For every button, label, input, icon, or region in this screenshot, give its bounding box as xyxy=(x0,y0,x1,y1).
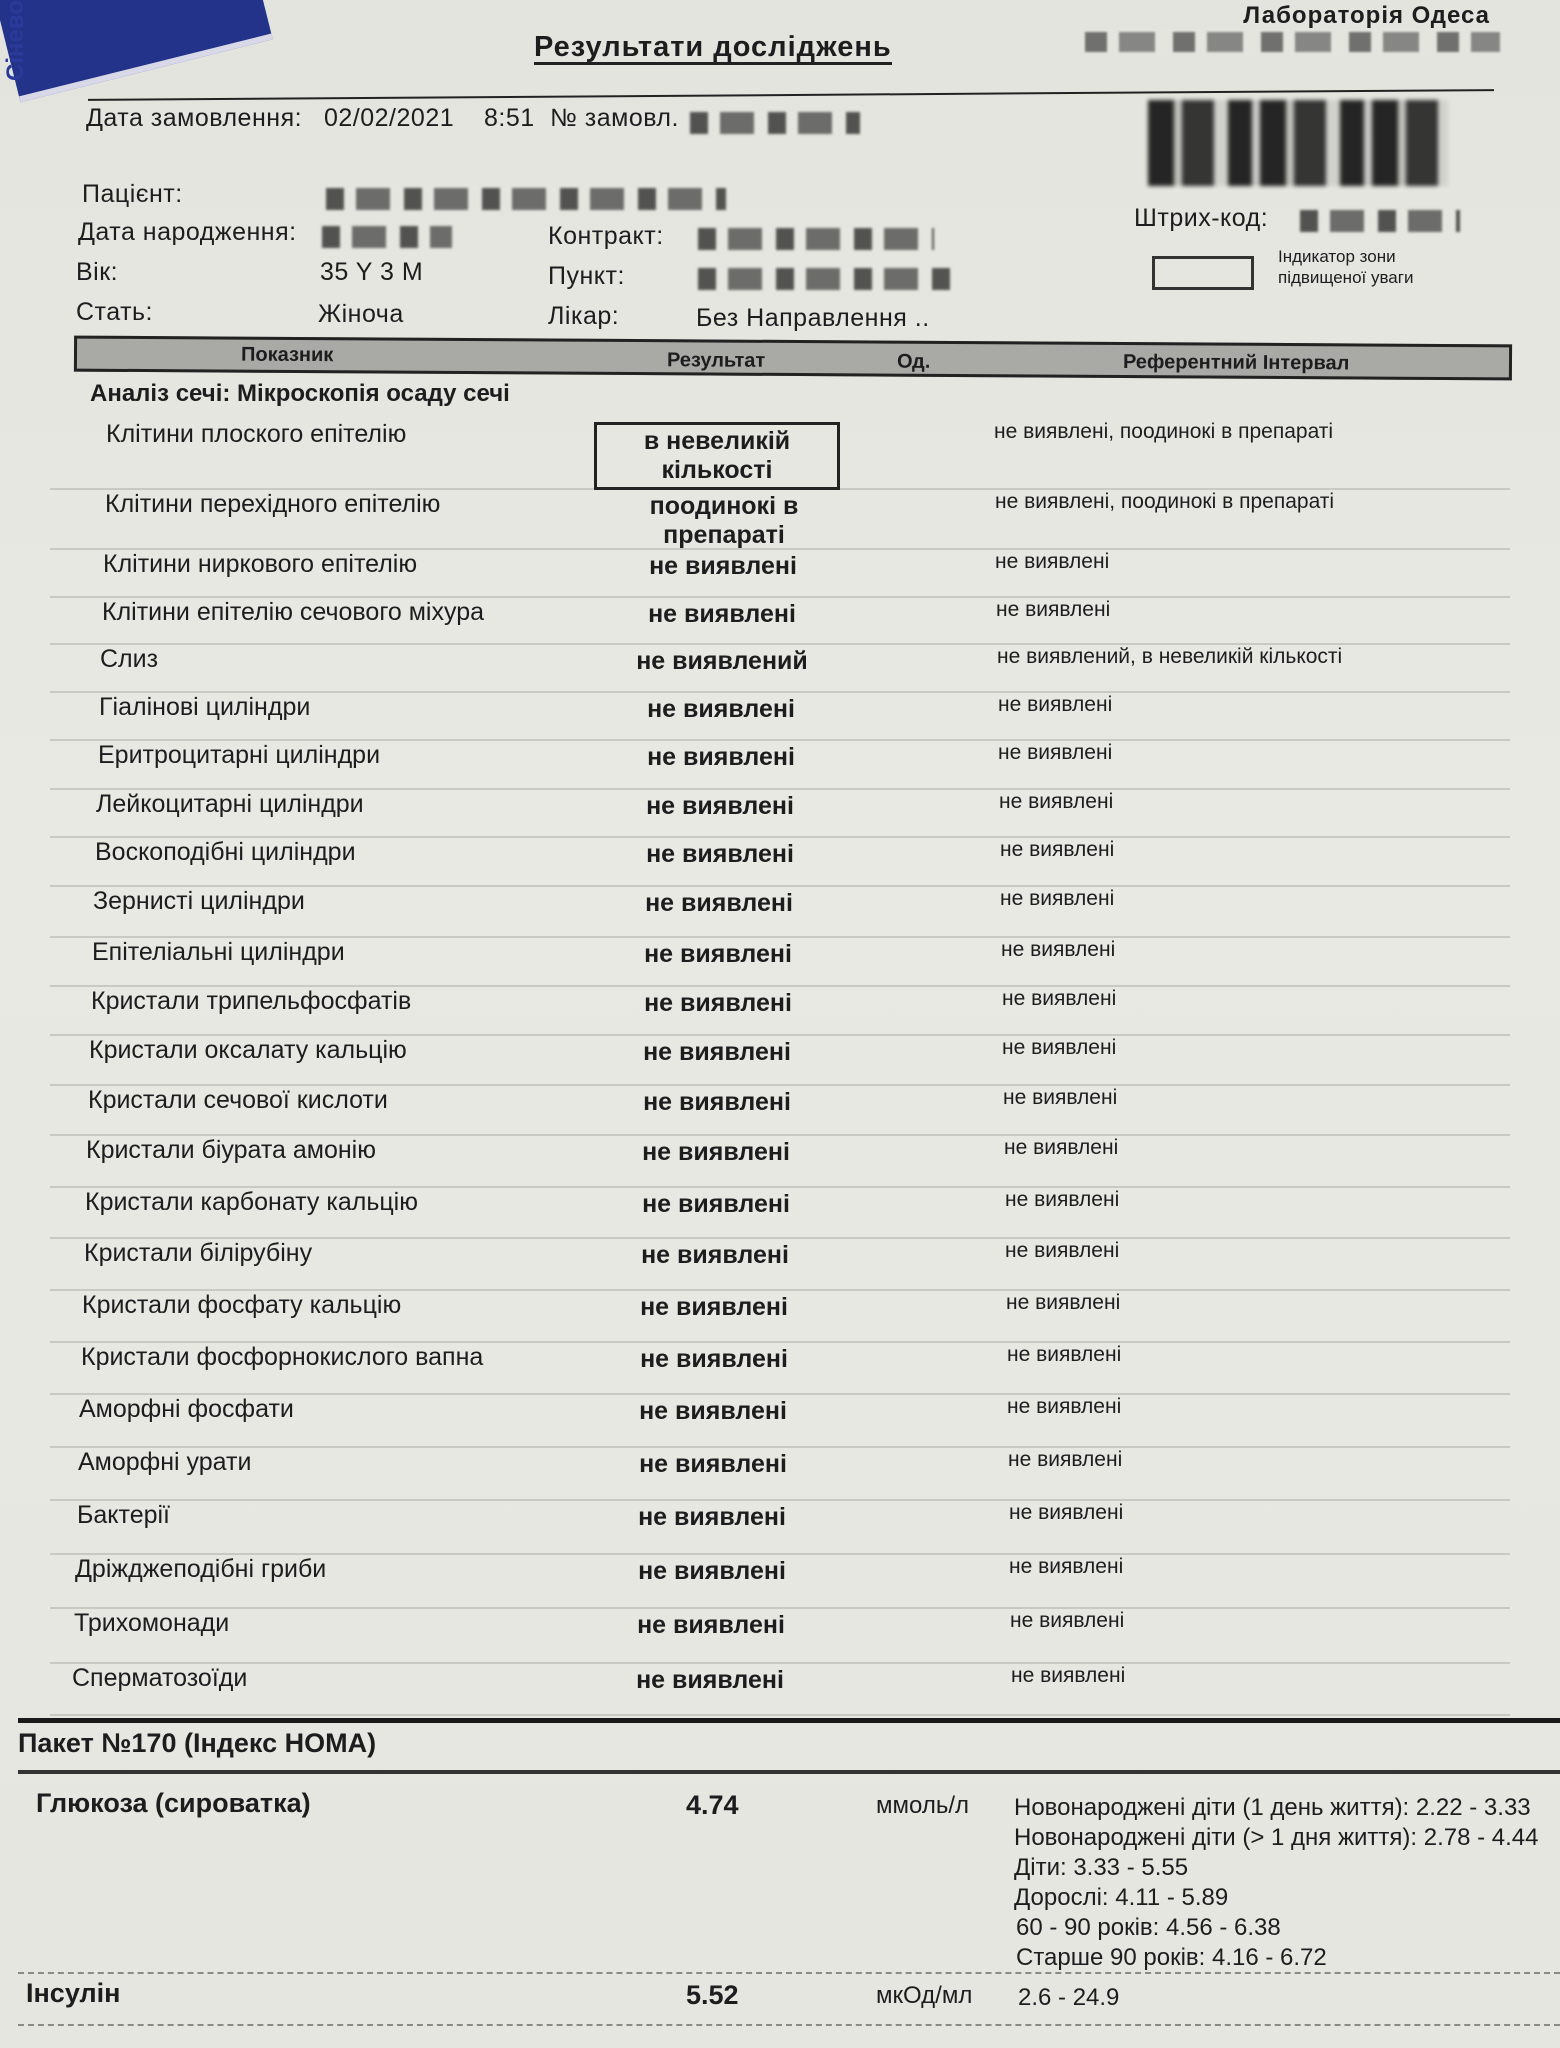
sex-label: Стать: xyxy=(76,298,153,326)
reference-interval: не виявлені xyxy=(1002,987,1117,1010)
glucose-ref-line: Старше 90 років: 4.16 - 6.72 xyxy=(1016,1944,1327,1971)
result-value: не виявлені xyxy=(636,1666,784,1694)
reference-interval: не виявлені xyxy=(1009,1555,1124,1578)
doctor-value: Без Направлення .. xyxy=(696,304,930,332)
redacted-dob xyxy=(322,226,452,248)
patient-label: Пацієнт: xyxy=(82,180,183,208)
table-row xyxy=(50,548,1510,598)
sex-value: Жіноча xyxy=(318,300,404,328)
table-row xyxy=(50,936,1510,987)
table-row xyxy=(50,1084,1510,1136)
indicator-name: Кристали фосфорнокислого вапна xyxy=(81,1343,484,1371)
glucose-ref-line: Діти: 3.33 - 5.55 xyxy=(1014,1854,1189,1881)
result-value: не виявлені xyxy=(639,1397,787,1425)
attention-indicator-label: Індикатор зони підвищеної уваги xyxy=(1278,247,1414,287)
reference-interval: не виявлені xyxy=(1005,1188,1120,1211)
indicator-name: Клітини ниркового епітелію xyxy=(103,550,418,578)
insulin-value: 5.52 xyxy=(686,1980,739,2010)
glucose-name: Глюкоза (сироватка) xyxy=(36,1788,311,1818)
result-value: не виявлені xyxy=(645,889,793,917)
table-row xyxy=(50,885,1510,938)
result-value: не виявлені xyxy=(643,1038,791,1066)
table-row xyxy=(50,739,1510,790)
glucose-value: 4.74 xyxy=(686,1790,739,1820)
indicator-name: Кристали оксалату кальцію xyxy=(89,1036,407,1064)
indicator-name: Сперматозоїди xyxy=(72,1664,248,1692)
reference-interval: не виявлені xyxy=(1005,1239,1120,1262)
table-row xyxy=(50,836,1510,887)
redacted-order-number xyxy=(690,112,860,134)
table-row xyxy=(50,418,1510,490)
glucose-ref-line: Новонароджені діти (1 день життя): 2.22 - 3.33 xyxy=(1014,1794,1531,1821)
insulin-divider xyxy=(18,2024,1560,2026)
doctor-label: Лікар: xyxy=(548,302,620,330)
reference-interval: не виявлені xyxy=(1000,887,1115,910)
reference-interval: не виявлені, поодинокі в препараті xyxy=(994,420,1334,443)
result-value: не виявлені xyxy=(644,940,792,968)
package-top-rule xyxy=(18,1718,1560,1723)
result-value: не виявлені xyxy=(642,1138,790,1166)
contract-label: Контракт: xyxy=(548,222,664,250)
reference-interval: не виявлені xyxy=(1008,1448,1123,1471)
table-row xyxy=(50,1134,1510,1188)
result-value: не виявлені xyxy=(639,1450,787,1478)
insulin-unit: мкОд/мл xyxy=(876,1982,973,2009)
reference-interval: не виявлені xyxy=(996,598,1111,621)
indicator-name: Лейкоцитарні циліндри xyxy=(96,790,364,818)
col-reference: Референтний Інтервал xyxy=(1122,351,1350,375)
table-row xyxy=(50,1553,1510,1609)
result-value: не виявлені xyxy=(648,600,796,628)
reference-interval: не виявлені xyxy=(995,550,1110,573)
table-row xyxy=(50,1499,1510,1555)
indicator-name: Кристали білірубіну xyxy=(84,1239,313,1267)
result-value: не виявлені xyxy=(646,840,794,868)
indicator-name: Воскоподібні циліндри xyxy=(95,838,356,866)
reference-interval: не виявлені xyxy=(999,790,1114,813)
indicator-name: Бактерії xyxy=(77,1501,171,1529)
result-value: не виявлені xyxy=(640,1345,788,1373)
table-header xyxy=(74,336,1512,381)
indicator-name: Трихомонади xyxy=(74,1609,230,1637)
reference-interval: не виявлені xyxy=(1001,938,1116,961)
result-value: не виявлені xyxy=(649,552,797,580)
result-value: не виявлені xyxy=(643,1088,791,1116)
col-unit: Од. xyxy=(896,350,931,373)
indicator-name: Клітини плоского епітелію xyxy=(106,420,407,448)
reference-interval: не виявлені xyxy=(1004,1136,1119,1159)
lab-name: Лабораторія Одеса xyxy=(1243,2,1490,29)
result-value: поодинокі в препараті xyxy=(649,492,799,549)
table-row xyxy=(50,1186,1510,1239)
age-value: 35 Y 3 M xyxy=(320,258,424,286)
reference-interval: не виявлені xyxy=(1007,1343,1122,1366)
package-title: Пакет №170 (Індекс НОМА) xyxy=(18,1728,377,1758)
table-row xyxy=(50,643,1510,693)
flagged-result: в невеликій кількості xyxy=(594,422,840,490)
point-label: Пункт: xyxy=(548,262,625,290)
indicator-name: Кристали сечової кислоти xyxy=(88,1086,388,1114)
order-time: 8:51 xyxy=(484,104,535,132)
indicator-name: Кристали біурата амонію xyxy=(86,1136,376,1164)
table-row xyxy=(50,1607,1510,1664)
indicator-name: Кристали трипельфосфатів xyxy=(91,987,412,1015)
glucose-ref-line: Дорослі: 4.11 - 5.89 xyxy=(1014,1884,1229,1911)
table-row xyxy=(50,1662,1510,1716)
result-value: не виявлений xyxy=(636,647,808,675)
reference-interval: не виявлені xyxy=(998,741,1113,764)
indicator-name: Еритроцитарні циліндри xyxy=(98,741,381,769)
indicator-name: Аморфні урати xyxy=(78,1448,252,1476)
indicator-name: Аморфні фосфати xyxy=(79,1395,294,1423)
table-row xyxy=(50,691,1510,741)
indicator-name: Зернисті циліндри xyxy=(93,887,305,915)
reference-interval: не виявлені xyxy=(1011,1664,1126,1687)
reference-interval: не виявлені xyxy=(1002,1036,1117,1059)
indicator-name: Епітеліальні циліндри xyxy=(92,938,345,966)
reference-interval: не виявлені xyxy=(1007,1395,1122,1418)
result-value: не виявлені xyxy=(644,989,792,1017)
redacted-barcode-number xyxy=(1300,210,1460,232)
page-title: Результати досліджень xyxy=(534,31,892,63)
insulin-name: Інсулін xyxy=(26,1978,121,2008)
table-row xyxy=(50,596,1510,645)
table-row xyxy=(50,1446,1510,1501)
reference-interval: не виявлені xyxy=(1006,1291,1121,1314)
table-row xyxy=(50,1341,1510,1395)
indicator-name: Слиз xyxy=(100,645,159,673)
indicator-name: Клітини перехідного епітелію xyxy=(105,490,441,518)
result-value: не виявлені xyxy=(647,743,795,771)
table-row xyxy=(50,1034,1510,1086)
reference-interval: не виявлені xyxy=(1009,1501,1124,1524)
attention-indicator-box xyxy=(1152,256,1254,290)
package-sub-rule xyxy=(18,1770,1560,1774)
col-result: Результат xyxy=(666,349,766,372)
indicator-name: Дріжджеподібні гриби xyxy=(75,1555,327,1583)
barcode-label: Штрих-код: xyxy=(1134,204,1269,232)
table-row xyxy=(50,1289,1510,1343)
age-label: Вік: xyxy=(76,258,119,286)
reference-interval: не виявлені xyxy=(1000,838,1115,861)
result-value: не виявлені xyxy=(637,1611,785,1639)
result-value: не виявлені xyxy=(642,1190,790,1218)
result-value: не виявлені xyxy=(641,1241,789,1269)
indicator-name: Кристали фосфату кальцію xyxy=(82,1291,402,1319)
indicator-name: Кристали карбонату кальцію xyxy=(85,1188,418,1216)
result-value: не виявлені xyxy=(647,695,795,723)
table-row xyxy=(50,788,1510,838)
reference-interval: не виявлені xyxy=(1003,1086,1118,1109)
reference-interval: не виявлені xyxy=(1010,1609,1125,1632)
redacted-contract xyxy=(698,228,934,250)
glucose-ref-line: Новонароджені діти (> 1 дня життя): 2.78 - 4.44 xyxy=(1014,1824,1539,1851)
col-indicator: Показник xyxy=(240,343,334,367)
insulin-ref: 2.6 - 24.9 xyxy=(1018,1984,1120,2011)
result-value: не виявлені xyxy=(646,792,794,820)
redacted-lab-address xyxy=(1085,32,1500,52)
order-date: 02/02/2021 xyxy=(324,104,455,132)
redacted-patient-name xyxy=(326,188,726,210)
table-row xyxy=(50,1393,1510,1448)
reference-interval: не виявлені, поодинокі в препараті xyxy=(995,490,1335,513)
dob-label: Дата народження: xyxy=(78,218,297,246)
table-row xyxy=(50,488,1510,550)
order-number-label: № замовл. xyxy=(550,104,679,132)
glucose-ref-line: 60 - 90 років: 4.56 - 6.38 xyxy=(1016,1914,1281,1941)
table-row xyxy=(50,1237,1510,1291)
result-value: не виявлені xyxy=(638,1503,786,1531)
reference-interval: не виявлені xyxy=(998,693,1113,716)
table-row xyxy=(50,985,1510,1036)
indicator-name: Клітини епітелію сечового міхура xyxy=(102,598,485,626)
brand-logo xyxy=(0,0,273,102)
glucose-divider xyxy=(18,1972,1560,1974)
barcode-image xyxy=(1148,100,1448,186)
section-title: Аналіз сечі: Мікроскопія осаду сечі xyxy=(90,380,510,407)
redacted-point xyxy=(698,268,956,290)
reference-interval: не виявлений, в невеликій кількості xyxy=(997,645,1343,668)
glucose-unit: ммоль/л xyxy=(876,1792,969,1819)
result-value: не виявлені xyxy=(638,1557,786,1585)
indicator-name: Гіалінові циліндри xyxy=(99,693,311,721)
order-date-label: Дата замовлення: xyxy=(86,104,303,132)
result-value: не виявлені xyxy=(640,1293,788,1321)
side-brand-text: Сінево xyxy=(2,0,29,81)
